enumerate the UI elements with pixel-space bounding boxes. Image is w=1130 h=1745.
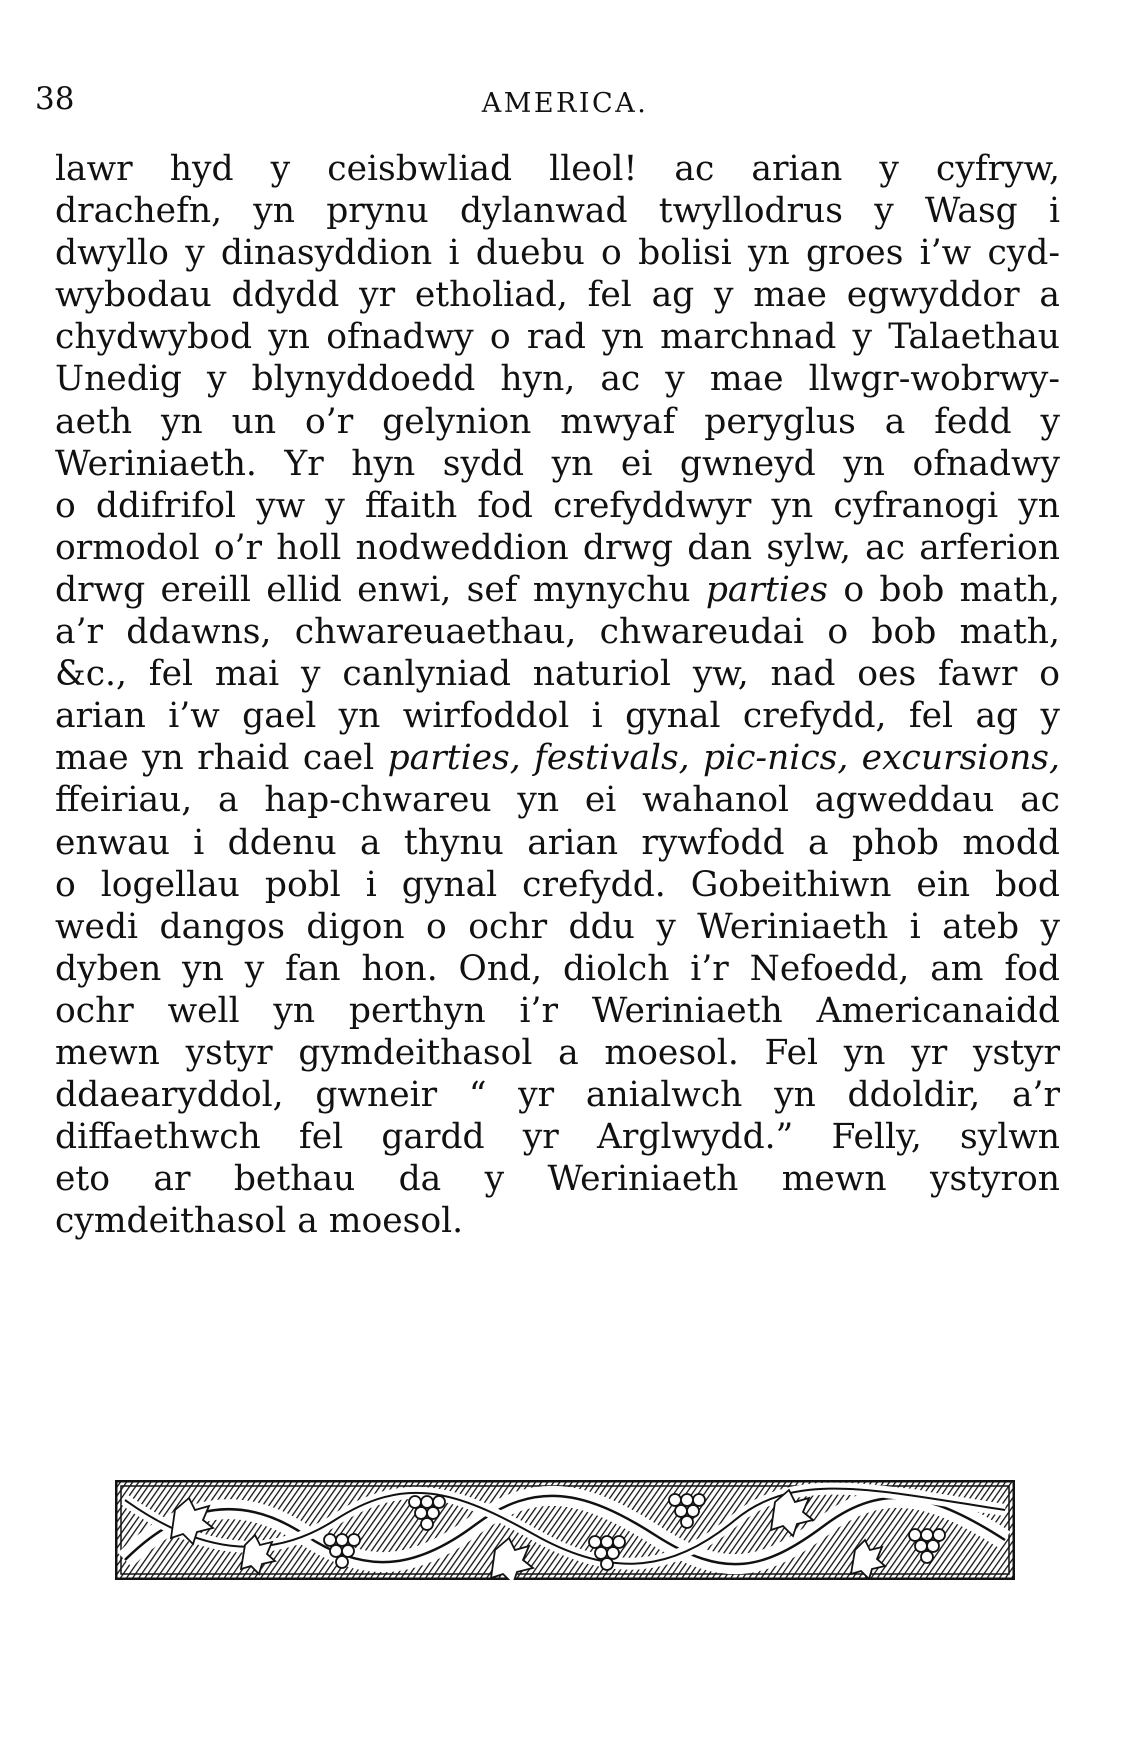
- text-line: [55, 190, 1060, 232]
- text-line: [55, 990, 1060, 1032]
- italic-text: parties: [705, 569, 829, 610]
- text-line: [55, 611, 1060, 653]
- text-line: [55, 822, 1060, 864]
- text-segment: ddaearyddol, gwneir “ yr anialwch yn ddoldir, a’r: [55, 1075, 1060, 1116]
- text-line: [55, 906, 1060, 948]
- text-line: [55, 316, 1060, 358]
- text-segment: chydwybod yn ofnadwy o rad yn marchnad y Talaethau: [55, 317, 1060, 358]
- text-line: [55, 148, 1060, 190]
- text-segment: mae yn rhaid cael: [55, 738, 388, 779]
- text-segment: aeth yn un o’r gelynion mwyaf peryglus a fedd y: [55, 401, 1060, 442]
- text-segment: mewn ystyr gymdeithasol a moesol. Fel yn yr ystyr: [55, 1032, 1060, 1073]
- text-line: [55, 1158, 1060, 1200]
- text-segment: lawr hyd y ceisbwliad lleol! ac arian y cyfryw,: [55, 149, 1060, 189]
- text-segment: o logellau pobl i gynal crefydd. Gobeithiwn ein bod: [55, 864, 1060, 905]
- text-line: [55, 1074, 1060, 1116]
- text-segment: ffeiriau, a hap-chwareu yn ei wahanol agweddau ac: [55, 780, 1060, 821]
- italic-text: parties, festivals, pic-nics, excursions,: [387, 738, 1060, 779]
- text-line: [55, 443, 1060, 485]
- text-line: [55, 358, 1060, 400]
- text-line: [55, 1200, 1060, 1242]
- text-segment: cymdeithasol a moesol.: [55, 1201, 464, 1242]
- text-line: [55, 779, 1060, 821]
- text-segment: wedi dangos digon o ochr ddu y Weriniaeth i ateb y: [55, 906, 1060, 947]
- text-line: [55, 527, 1060, 569]
- text-segment: dyben yn y fan hon. Ond, diolch i’r Nefoedd, am fod: [55, 948, 1060, 989]
- text-segment: o ddifrifol yw y ffaith fod crefyddwyr yn cyfranogi yn: [55, 485, 1060, 526]
- text-line: [55, 1116, 1060, 1158]
- text-line: [55, 401, 1060, 443]
- text-segment: ormodol o’r holl nodweddion drwg dan sylw, ac arferion: [55, 527, 1060, 568]
- text-segment: o bob math,: [828, 569, 1060, 610]
- text-segment: drwg ereill ellid enwi, sef mynychu: [55, 569, 706, 610]
- text-line: [55, 485, 1060, 527]
- text-line: [55, 695, 1060, 737]
- text-line: [55, 569, 1060, 611]
- text-segment: drachefn, yn prynu dylanwad twyllodrus y Wasg i: [55, 191, 1060, 232]
- text-segment: dwyllo y dinasyddion i duebu o bolisi yn groes i’w cyd-: [55, 233, 1060, 274]
- text-segment: wybodau ddydd yr etholiad, fel ag y mae egwyddor a: [55, 275, 1060, 316]
- page-number: 38: [35, 81, 75, 117]
- text-segment: &c., fel mai y canlyniad naturiol yw, nad oes fawr o: [55, 654, 1060, 695]
- text-line: [55, 737, 1060, 779]
- text-line: [55, 948, 1060, 990]
- text-segment: eto ar bethau da y Weriniaeth mewn ystyron: [55, 1159, 1060, 1200]
- vine-grapes-ornament-icon: [115, 1480, 1015, 1580]
- text-line: [55, 274, 1060, 316]
- text-segment: Unedig y blynyddoedd hyn, ac y mae llwgr-wobrwy-: [55, 359, 1060, 400]
- body-text: [55, 148, 1060, 1242]
- text-segment: diffaethwch fel gardd yr Arglwydd.” Felly, sylwn: [55, 1117, 1060, 1158]
- text-line: [55, 864, 1060, 906]
- text-segment: a’r ddawns, chwareuaethau, chwareudai o bob math,: [55, 612, 1060, 653]
- text-segment: enwau i ddenu a thynu arian rywfodd a phob modd: [55, 822, 1060, 863]
- text-line: [55, 653, 1060, 695]
- text-line: [55, 1032, 1060, 1074]
- text-segment: ochr well yn perthyn i’r Weriniaeth Americanaidd: [55, 990, 1060, 1031]
- text-segment: Weriniaeth. Yr hyn sydd yn ei gwneyd yn ofnadwy: [55, 443, 1060, 484]
- text-line: [55, 232, 1060, 274]
- text-segment: arian i’w gael yn wirfoddol i gynal crefydd, fel ag y: [55, 696, 1060, 737]
- running-title: AMERICA.: [481, 88, 649, 119]
